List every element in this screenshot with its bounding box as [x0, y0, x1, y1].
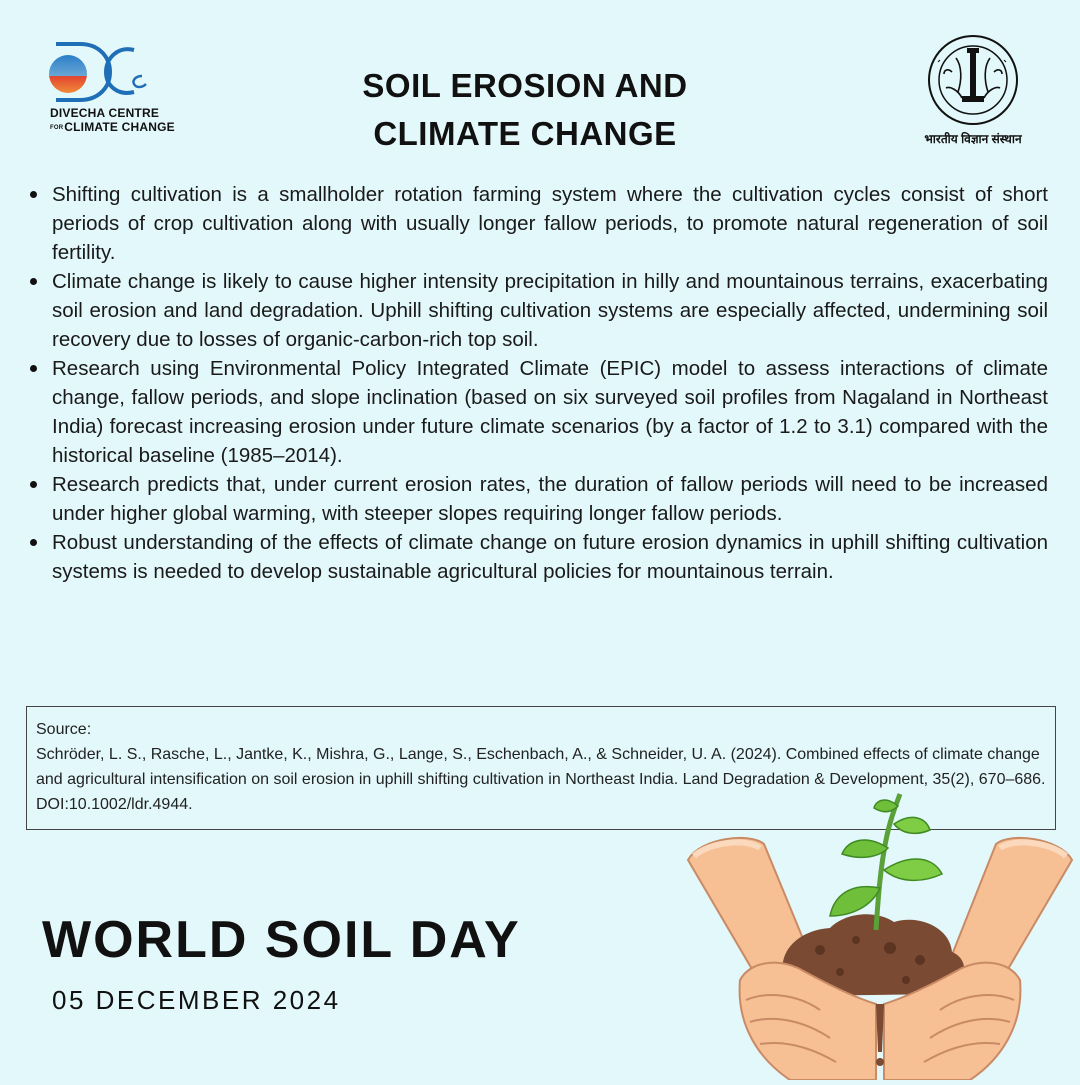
source-label: Source:: [36, 721, 92, 738]
org-name-line2: CLIMATE CHANGE: [64, 120, 175, 134]
iisc-hindi-name: भारतीय विज्ञान संस्थान: [924, 132, 1022, 146]
key-point: Research predicts that, under current erosion rates, the duration of fallow periods will need to be increased under higher global warming, with steeper slopes requiring longer fallow periods.: [52, 470, 1048, 528]
source-citation: Schröder, L. S., Rasche, L., Jantke, K., Mishra, G., Lange, S., Eschenbach, A., & Schneider, U. A. (2024). Combined effects of climate change and agricultural intensification on soil erosion in uphill shifting cultivation in Northeast India. Land Degradation & Development, 35(2), 670–686. DOI:10.1002/ldr.4944.: [36, 746, 1046, 813]
org-name-for: FOR: [50, 124, 64, 131]
divecha-centre-logo: [42, 38, 182, 138]
key-points-list: [52, 180, 1048, 586]
key-point: Climate change is likely to cause higher intensity precipitation in hilly and mountainous terrains, exacerbating soil erosion and land degradation. Uphill shifting cultivation systems are especially affected, undermining soil recovery due to losses of organic-carbon-rich top soil.: [52, 267, 1048, 354]
iisc-logo: [918, 32, 1028, 150]
org-name-line1: DIVECHA CENTRE: [50, 106, 160, 120]
title-line1: SOIL EROSION AND: [362, 67, 688, 104]
dcc-emblem-icon: [42, 38, 152, 106]
hands-holding-sapling-illustration: [680, 790, 1080, 1080]
iisc-seal-icon: [918, 32, 1028, 128]
event-date: 05 DECEMBER 2024: [52, 985, 341, 1015]
page-title: [290, 62, 760, 158]
title-line2: CLIMATE CHANGE: [373, 115, 677, 152]
key-point: Robust understanding of the effects of climate change on future erosion dynamics in uphill shifting cultivation systems is needed to develop sustainable agricultural policies for mountainous terrain.: [52, 528, 1048, 586]
event-title: WORLD SOIL DAY: [42, 911, 521, 969]
sapling-in-hands-icon: [680, 790, 1080, 1080]
key-point: Research using Environmental Policy Integrated Climate (EPIC) model to assess interactions of climate change, fallow periods, and slope inclination (based on six surveyed soil profiles from Nagaland in Northeast India) forecast increasing erosion under future climate scenarios (by a factor of 1.2 to 3.1) compared with the historical baseline (1985–2014).: [52, 354, 1048, 470]
key-point: Shifting cultivation is a smallholder rotation farming system where the cultivation cycles consist of short periods of crop cultivation along with usually longer fallow periods, to promote natural regeneration of soil fertility.: [52, 180, 1048, 267]
